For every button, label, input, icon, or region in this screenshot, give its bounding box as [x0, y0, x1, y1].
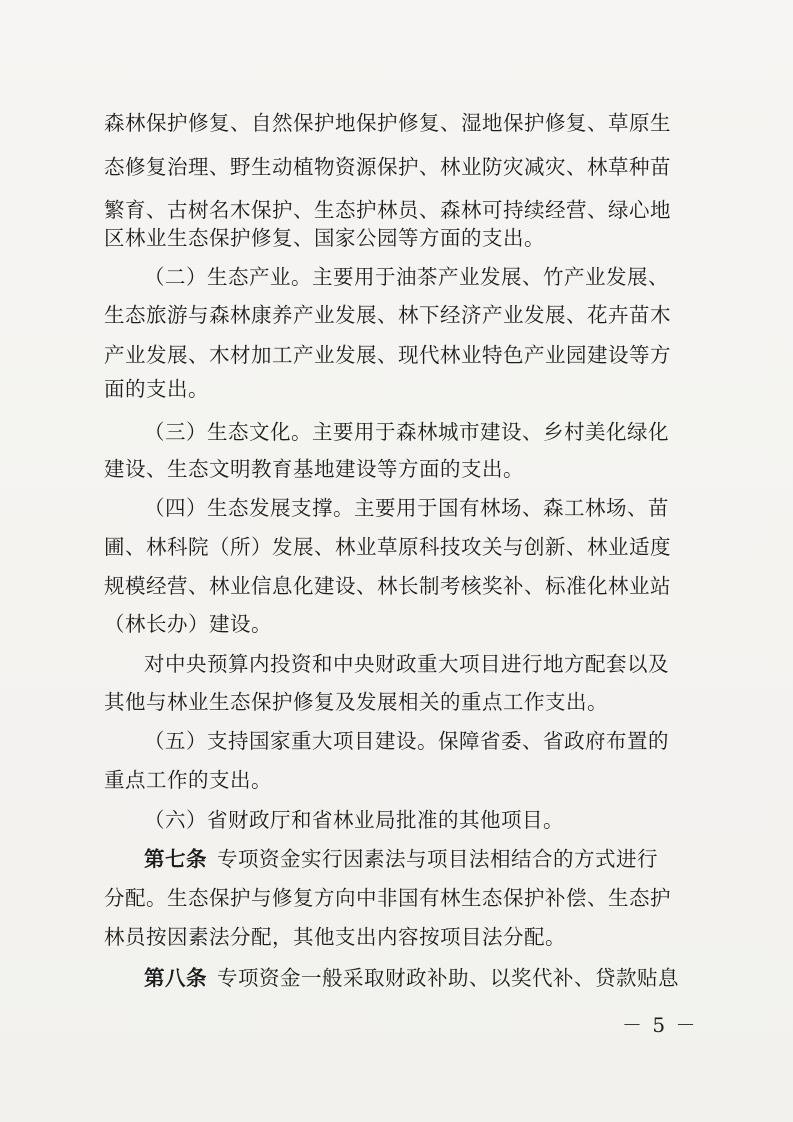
text-line: （三）生态文化。主要用于森林城市建设、乡村美化绿化: [144, 420, 669, 444]
page-number: － 5 －: [622, 1013, 698, 1037]
text-line: 第八条 专项资金一般采取财政补助、以奖代补、贷款贴息: [0, 963, 793, 993]
text-line: 规模经营、林业信息化建设、林长制考核奖补、标准化林业站: [104, 574, 671, 598]
text-line: （林长办）建设。: [104, 612, 272, 636]
text-line: 区林业生态保护修复、国家公园等方面的支出。: [104, 226, 545, 250]
text-line: （二）生态产业。主要用于油茶产业发展、竹产业发展、: [144, 265, 669, 289]
text-line: 对中央预算内投资和中央财政重大项目进行地方配套以及: [144, 652, 669, 676]
text-line: 面的支出。: [104, 377, 209, 401]
text-line: 圃、林科院（所）发展、林业草原科技攻关与创新、林业适度: [104, 535, 671, 559]
text-line: 生态旅游与森林康养产业发展、林下经济产业发展、花卉苗木: [104, 303, 671, 327]
text-line: 产业发展、木材加工产业发展、现代林业特色产业园建设等方: [104, 343, 671, 367]
article-heading: 第八条: [144, 966, 207, 990]
text-line: 森林保护修复、自然保护地保护修复、湿地保护修复、草原生: [104, 111, 671, 135]
text-line: 其他与林业生态保护修复及发展相关的重点工作支出。: [104, 690, 608, 714]
text-line: （六）省财政厅和省林业局批准的其他项目。: [144, 808, 564, 832]
text-line: 建设、生态文明教育基地建设等方面的支出。: [104, 457, 524, 481]
text-line: 第七条 专项资金实行因素法与项目法相结合的方式进行: [0, 844, 793, 874]
text-line: 态修复治理、野生动植物资源保护、林业防灾减灾、林草种苗: [104, 155, 671, 179]
text-line: 林员按因素法分配，其他支出内容按项目法分配。: [104, 925, 566, 949]
text-line: 重点工作的支出。: [104, 768, 272, 792]
text-line: （五）支持国家重大项目建设。保障省委、省政府布置的: [144, 729, 669, 753]
text-line: 繁育、古树名木保护、生态护林员、森林可持续经营、绿心地: [104, 198, 671, 222]
text-line: 分配。生态保护与修复方向中非国有林生态保护补偿、生态护: [104, 886, 671, 910]
text-line: （四）生态发展支撑。主要用于国有林场、森工林场、苗: [144, 496, 669, 520]
article-heading: 第七条: [144, 847, 207, 871]
